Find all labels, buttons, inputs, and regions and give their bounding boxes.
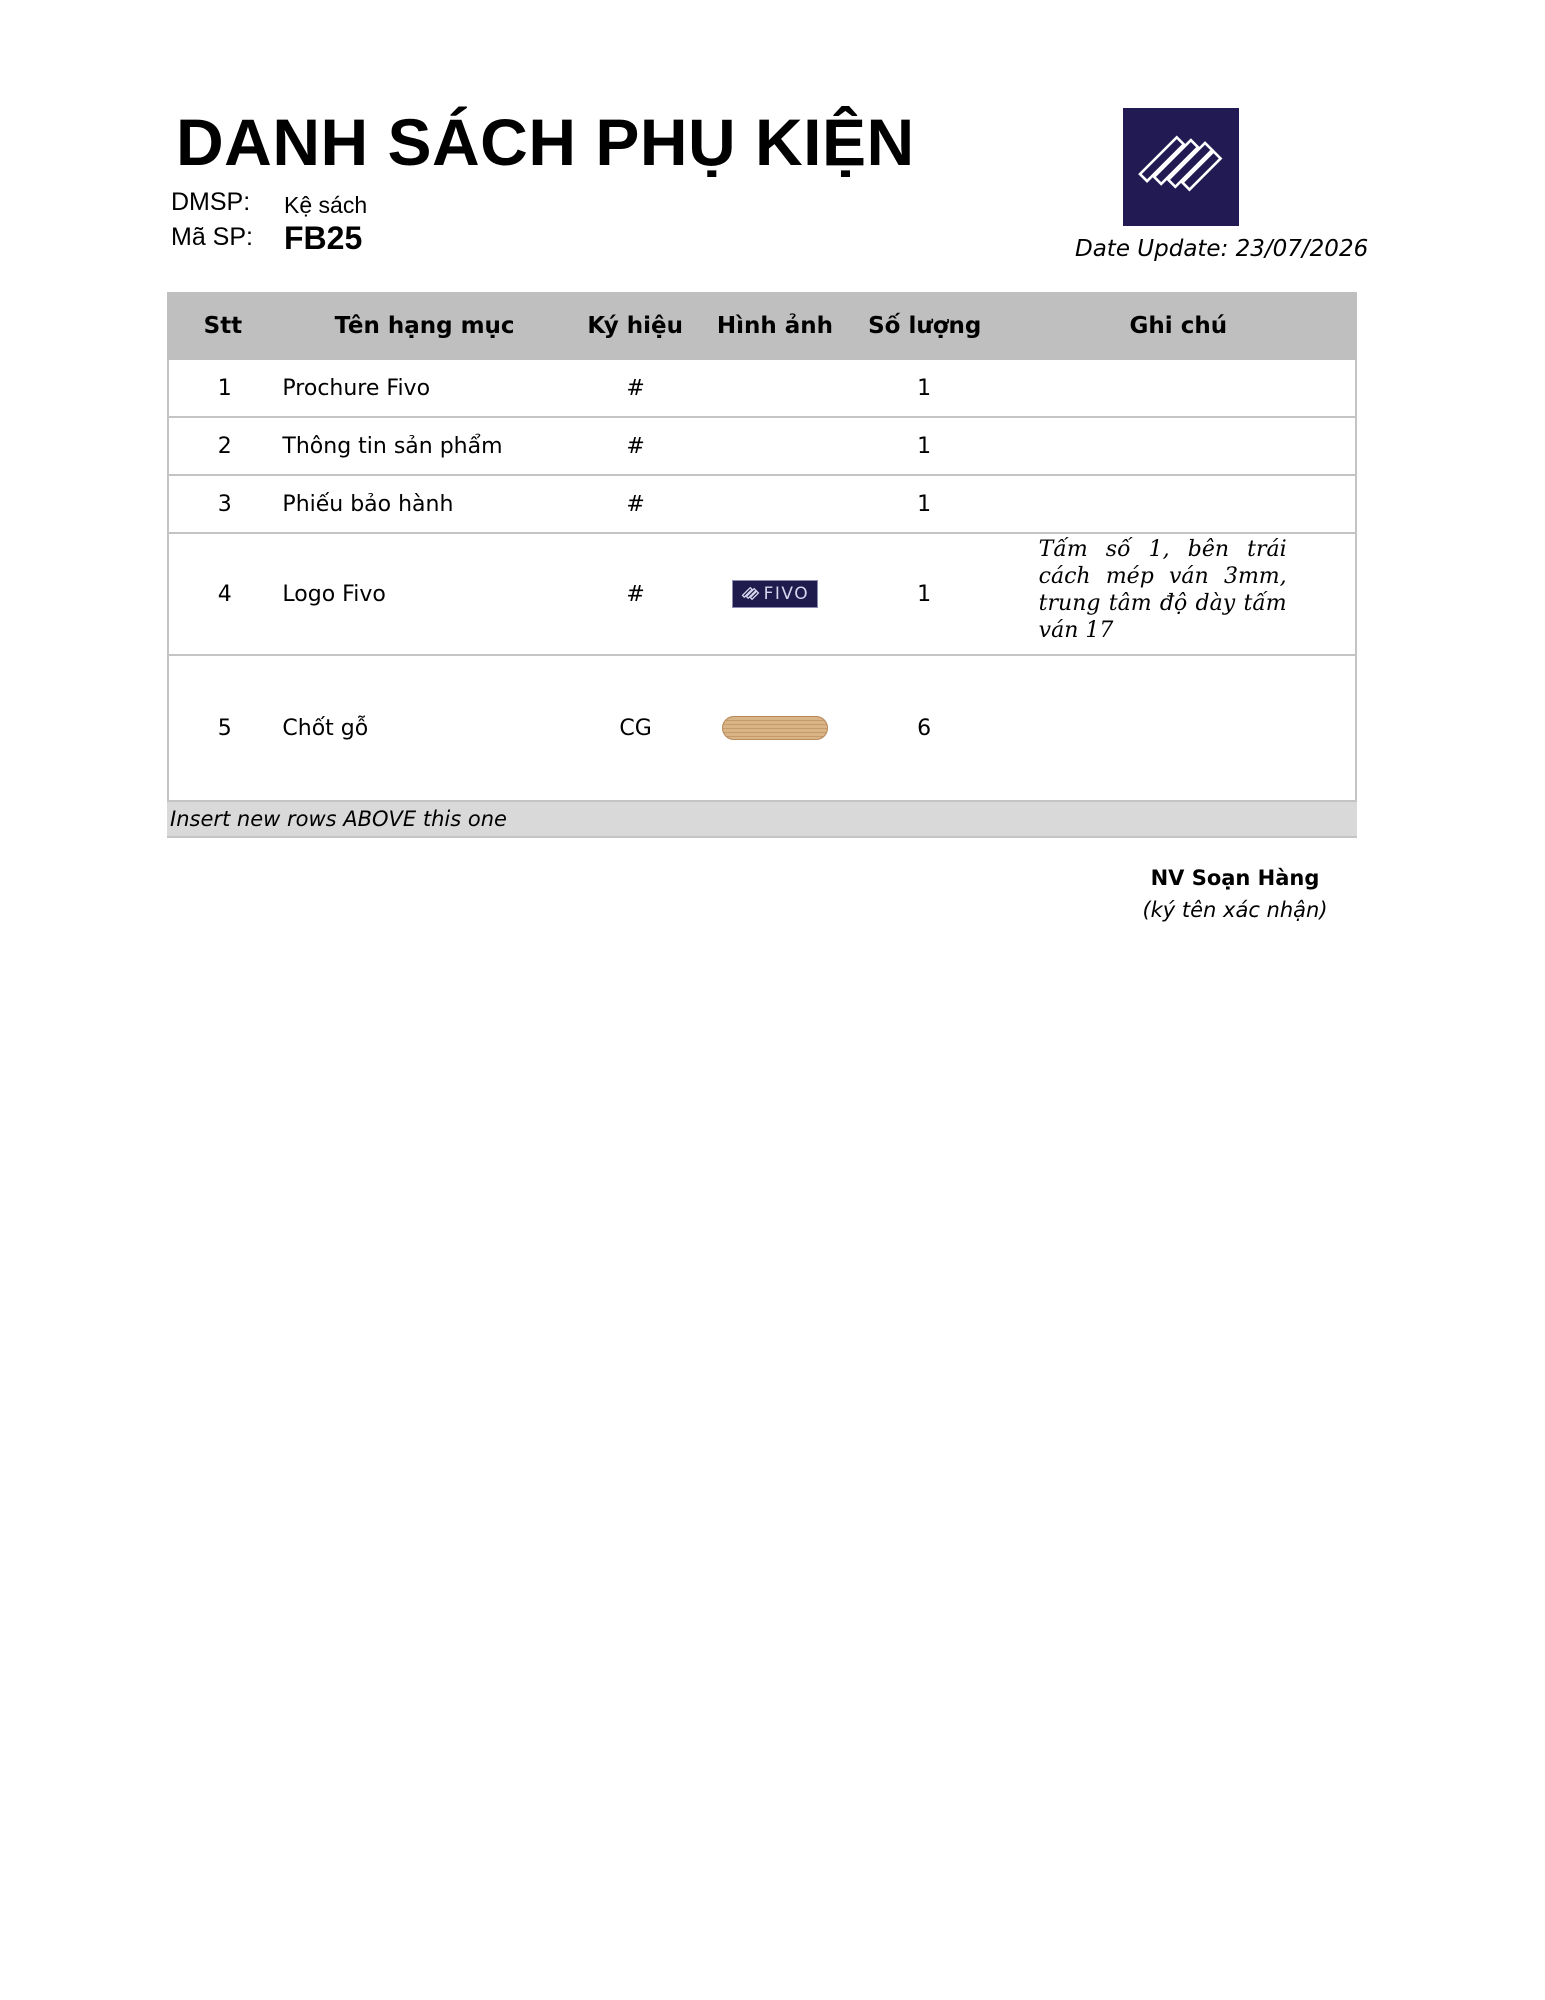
cell-stt: 4 xyxy=(217,581,232,607)
cell-note xyxy=(999,537,1355,644)
date-update: Date Update: 23/07/2026 xyxy=(1075,236,1369,262)
signature-title: NV Soạn Hàng xyxy=(1150,866,1320,890)
cell-image xyxy=(700,716,849,740)
cell-stt: 2 xyxy=(217,433,232,459)
cell-stt: 1 xyxy=(217,375,232,401)
cell-symbol: # xyxy=(626,433,645,459)
cell-name: Logo Fivo xyxy=(282,581,386,607)
dmsp-label: DMSP: xyxy=(171,188,251,216)
column-header-quantity: Số lượng xyxy=(868,313,982,339)
fivo-badge-text: FIVO xyxy=(763,584,810,604)
cell-name: Thông tin sản phẩm xyxy=(282,433,503,459)
masp-label: Mã SP: xyxy=(171,223,253,251)
cell-image xyxy=(700,580,849,608)
dmsp-value: Kệ sách xyxy=(284,192,368,218)
table-row xyxy=(167,360,1357,418)
table-row xyxy=(167,418,1357,476)
cell-quantity: 1 xyxy=(917,433,932,459)
cell-symbol: # xyxy=(626,491,645,517)
column-header-image: Hình ảnh xyxy=(716,313,834,339)
cell-stt: 3 xyxy=(217,491,232,517)
cell-name: Phiếu bảo hành xyxy=(282,491,454,517)
cell-symbol: CG xyxy=(619,715,652,741)
cell-symbol: # xyxy=(626,581,645,607)
cell-stt: 5 xyxy=(217,715,232,741)
column-header-stt: Stt xyxy=(203,313,243,339)
wood-dowel-image xyxy=(722,716,828,740)
masp-value: FB25 xyxy=(284,220,363,256)
table-row xyxy=(167,476,1357,534)
table-header xyxy=(167,292,1357,360)
table-footer-text: Insert new rows ABOVE this one xyxy=(170,807,507,831)
column-header-symbol: Ký hiệu xyxy=(587,313,684,339)
table-row xyxy=(167,534,1357,656)
page-title: DANH SÁCH PHỤ KIỆN xyxy=(176,105,915,179)
cell-quantity: 1 xyxy=(917,581,932,607)
note-text: Tấm số 1, bên trái cách mép ván 3mm, trung tâm độ dày tấm ván 17 xyxy=(1038,537,1287,643)
cell-name: Chốt gỗ xyxy=(282,715,369,741)
cell-quantity: 1 xyxy=(917,491,932,517)
column-header-note: Ghi chú xyxy=(1129,313,1228,339)
signature-subtitle: (ký tên xác nhận) xyxy=(1142,898,1328,922)
fivo-logo-icon xyxy=(1123,108,1239,226)
cell-name: Prochure Fivo xyxy=(282,375,431,401)
table-footer-row xyxy=(167,802,1357,838)
accessory-table xyxy=(167,292,1357,838)
cell-quantity: 1 xyxy=(917,375,932,401)
column-header-name: Tên hạng mục xyxy=(334,313,515,339)
cell-symbol: # xyxy=(626,375,645,401)
table-row xyxy=(167,656,1357,802)
cell-quantity: 6 xyxy=(917,715,932,741)
fivo-badge-image xyxy=(732,580,818,608)
fivo-mark-icon xyxy=(741,587,761,601)
